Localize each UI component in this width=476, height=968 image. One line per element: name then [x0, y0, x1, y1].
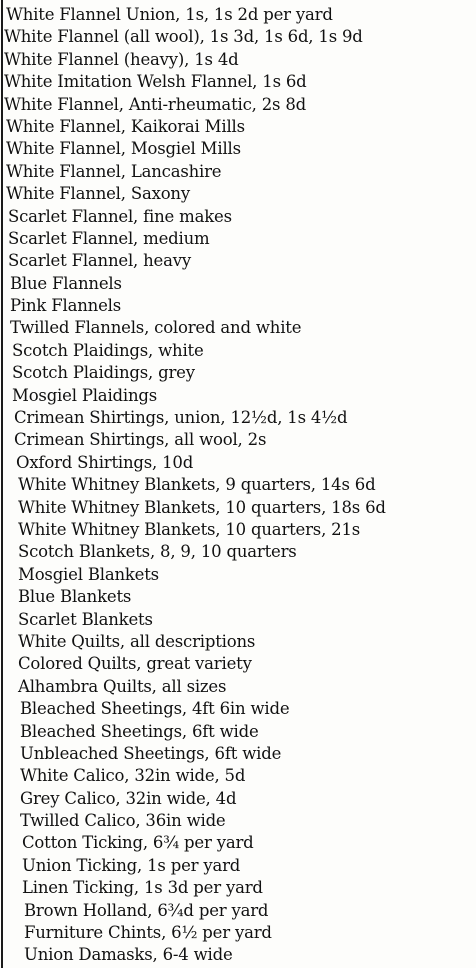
list-item: White Flannel, Mosgiel Mills: [6, 139, 241, 159]
price-list: [0, 4, 386, 967]
list-item: Scarlet Flannel, heavy: [8, 251, 192, 271]
list-item: White Flannel Union, 1s, 1s 2d per yard: [6, 5, 333, 24]
list-item: Scarlet Flannel, medium: [8, 228, 210, 248]
list-item: Twilled Calico, 36in wide: [20, 811, 226, 831]
list-item: White Whitney Blankets, 10 quarters, 18s 6d: [18, 497, 386, 517]
list-item: Colored Quilts, great variety: [18, 654, 252, 674]
list-item: White Whitney Blankets, 10 quarters, 21s: [18, 519, 361, 539]
list-item: Scotch Blankets, 8, 9, 10 quarters: [18, 542, 297, 562]
list-item: Mosgiel Plaidings: [12, 385, 158, 405]
list-item: Grey Calico, 32in wide, 4d: [20, 788, 237, 808]
list-item: Twilled Flannels, colored and white: [10, 318, 302, 338]
list-item: Alhambra Quilts, all sizes: [18, 676, 227, 696]
list-item: White Imitation Welsh Flannel, 1s 6d: [4, 72, 307, 92]
list-item: Cotton Ticking, 6¾ per yard: [22, 833, 254, 853]
list-item: Brown Holland, 6¾d per yard: [24, 900, 269, 920]
list-item: Scotch Plaidings, grey: [12, 363, 195, 383]
list-item: White Flannel (all wool), 1s 3d, 1s 6d, 1s 9d: [4, 27, 363, 47]
list-item: White Whitney Blankets, 9 quarters, 14s 6d: [18, 475, 376, 495]
list-item: Union Damasks, 6-4 wide: [24, 945, 233, 965]
list-item: Scotch Plaidings, white: [12, 340, 204, 360]
list-item: White Calico, 32in wide, 5d: [20, 766, 246, 786]
list-item: White Flannel (heavy), 1s 4d: [4, 49, 239, 69]
list-item: Union Ticking, 1s per yard: [22, 855, 241, 875]
list-item: White Flannel, Saxony: [6, 184, 190, 204]
list-item: Blue Flannels: [10, 273, 122, 293]
list-item: Scarlet Blankets: [18, 609, 153, 629]
list-item: Scarlet Flannel, fine makes: [8, 206, 232, 226]
list-item: Linen Ticking, 1s 3d per yard: [22, 878, 263, 898]
list-item: Bleached Sheetings, 6ft wide: [20, 721, 259, 741]
list-item: Bleached Sheetings, 4ft 6in wide: [20, 699, 290, 719]
list-item: White Flannel, Lancashire: [6, 161, 222, 181]
list-item: Blue Blankets: [18, 587, 132, 607]
list-item: Crimean Shirtings, union, 12½d, 1s 4½d: [14, 408, 348, 428]
list-item: Unbleached Sheetings, 6ft wide: [20, 743, 282, 763]
list-item: Mosgiel Blankets: [18, 564, 159, 584]
list-item: White Quilts, all descriptions: [18, 631, 256, 651]
list-item: Pink Flannels: [10, 296, 121, 316]
list-item: White Flannel, Anti-rheumatic, 2s 8d: [4, 94, 306, 114]
list-item: White Flannel, Kaikorai Mills: [6, 116, 245, 136]
list-item: Furniture Chints, 6½ per yard: [24, 923, 272, 943]
list-item: Crimean Shirtings, all wool, 2s: [14, 430, 267, 450]
list-item: Oxford Shirtings, 10d: [16, 452, 194, 472]
